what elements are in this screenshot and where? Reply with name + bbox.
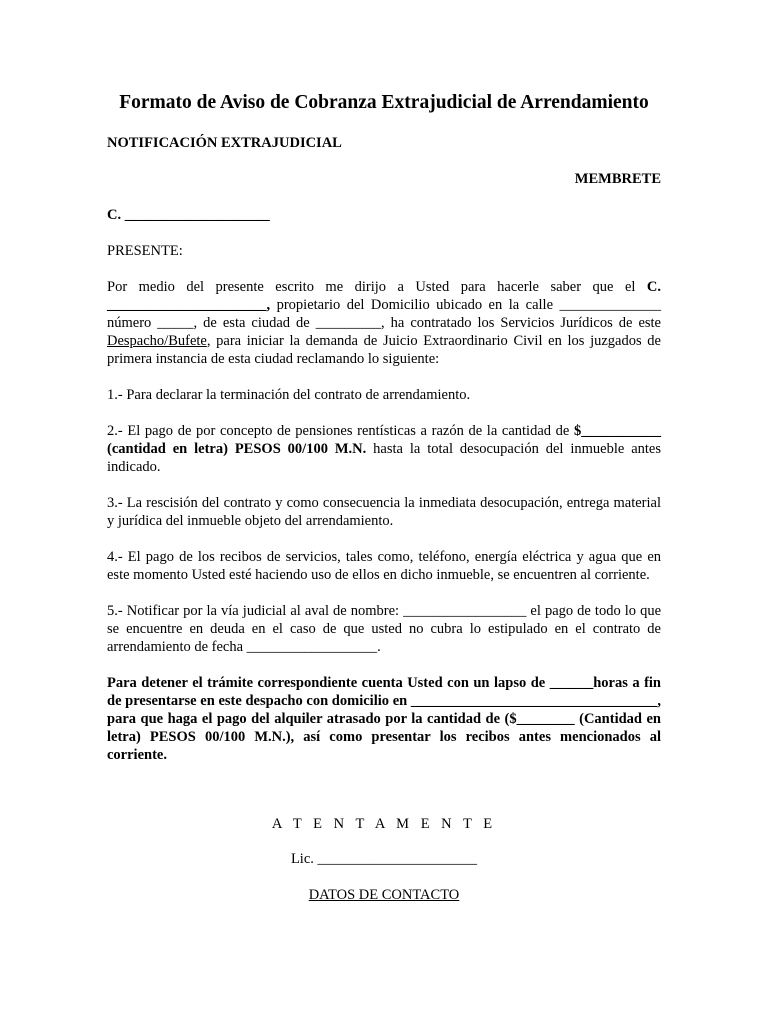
letterhead-placeholder: MEMBRETE bbox=[574, 171, 661, 187]
claim-item-3: 3.- La rescisión del contrato y como consecuencia la inmediata desocupación, entrega material y jurídica del inmueble objeto del arrendamiento. bbox=[107, 495, 661, 529]
notification-heading: NOTIFICACIÓN EXTRAJUDICIAL bbox=[107, 135, 342, 151]
claim-item-1: 1.- Para declarar la terminación del contrato de arrendamiento. bbox=[107, 387, 471, 403]
intro-paragraph bbox=[107, 278, 661, 368]
item2-text-2: hasta la total desocupación del inmueble antes indicado. bbox=[107, 441, 661, 475]
claim-item-5: 5.- Notificar por la vía judicial al aval de nombre: _________________ el pago de todo lo que se encuentre en deuda en el caso de que usted no cubra lo estipulado en el contrato de arrendamiento de fecha __________________. bbox=[107, 603, 661, 655]
amount-blank: $___________ (cantidad en letra) PESOS 00/100 M.N. bbox=[107, 423, 661, 457]
contact-heading: DATOS DE CONTACTO bbox=[308, 887, 460, 903]
intro-text-2: propietario del Domicilio ubicado en la calle ______________ número _____, de esta ciudad de _________, ha contratado los Servicios Jurídicos de este bbox=[107, 297, 661, 331]
claim-item-2 bbox=[107, 422, 661, 476]
signature-line: Lic. ______________________ bbox=[290, 851, 478, 867]
salutation: PRESENTE: bbox=[107, 243, 183, 259]
despacho-bufete-text: Despacho/Bufete bbox=[107, 333, 207, 349]
claim-item-4: 4.- El pago de los recibos de servicios, tales como, teléfono, energía eléctrica y agua que en este momento Usted esté haciendo uso de ellos en dicho inmueble, se encuentren al corriente. bbox=[107, 549, 661, 583]
intro-text-1: Por medio del presente escrito me dirijo a Usted para hacerle saber que el bbox=[107, 279, 647, 295]
closing-salutation: A T E N T A M E N T E bbox=[271, 816, 497, 832]
document-title: Formato de Aviso de Cobranza Extrajudicial de Arrendamiento bbox=[119, 92, 649, 113]
item2-text-1: 2.- El pago de por concepto de pensiones rentísticas a razón de la cantidad de bbox=[107, 423, 574, 439]
owner-name-blank: C. ______________________, bbox=[107, 279, 661, 313]
payment-warning-paragraph: Para detener el trámite correspondiente cuenta Usted con un lapso de ______horas a fin de presentarse en este despacho con domicilio en __________________________________, para que haga el pago del alquiler atrasado por la cantidad de ($________ (Cantidad en letra) PESOS 00/100 M.N.), así como presentar los recibos antes mencionados al corriente. bbox=[107, 675, 661, 763]
document-body bbox=[107, 90, 661, 764]
recipient-line: C. ____________________ bbox=[107, 207, 270, 223]
intro-text-3: , para iniciar la demanda de Juicio Extraordinario Civil en los juzgados de primera instancia de esta ciudad reclamando lo siguiente: bbox=[107, 333, 661, 367]
